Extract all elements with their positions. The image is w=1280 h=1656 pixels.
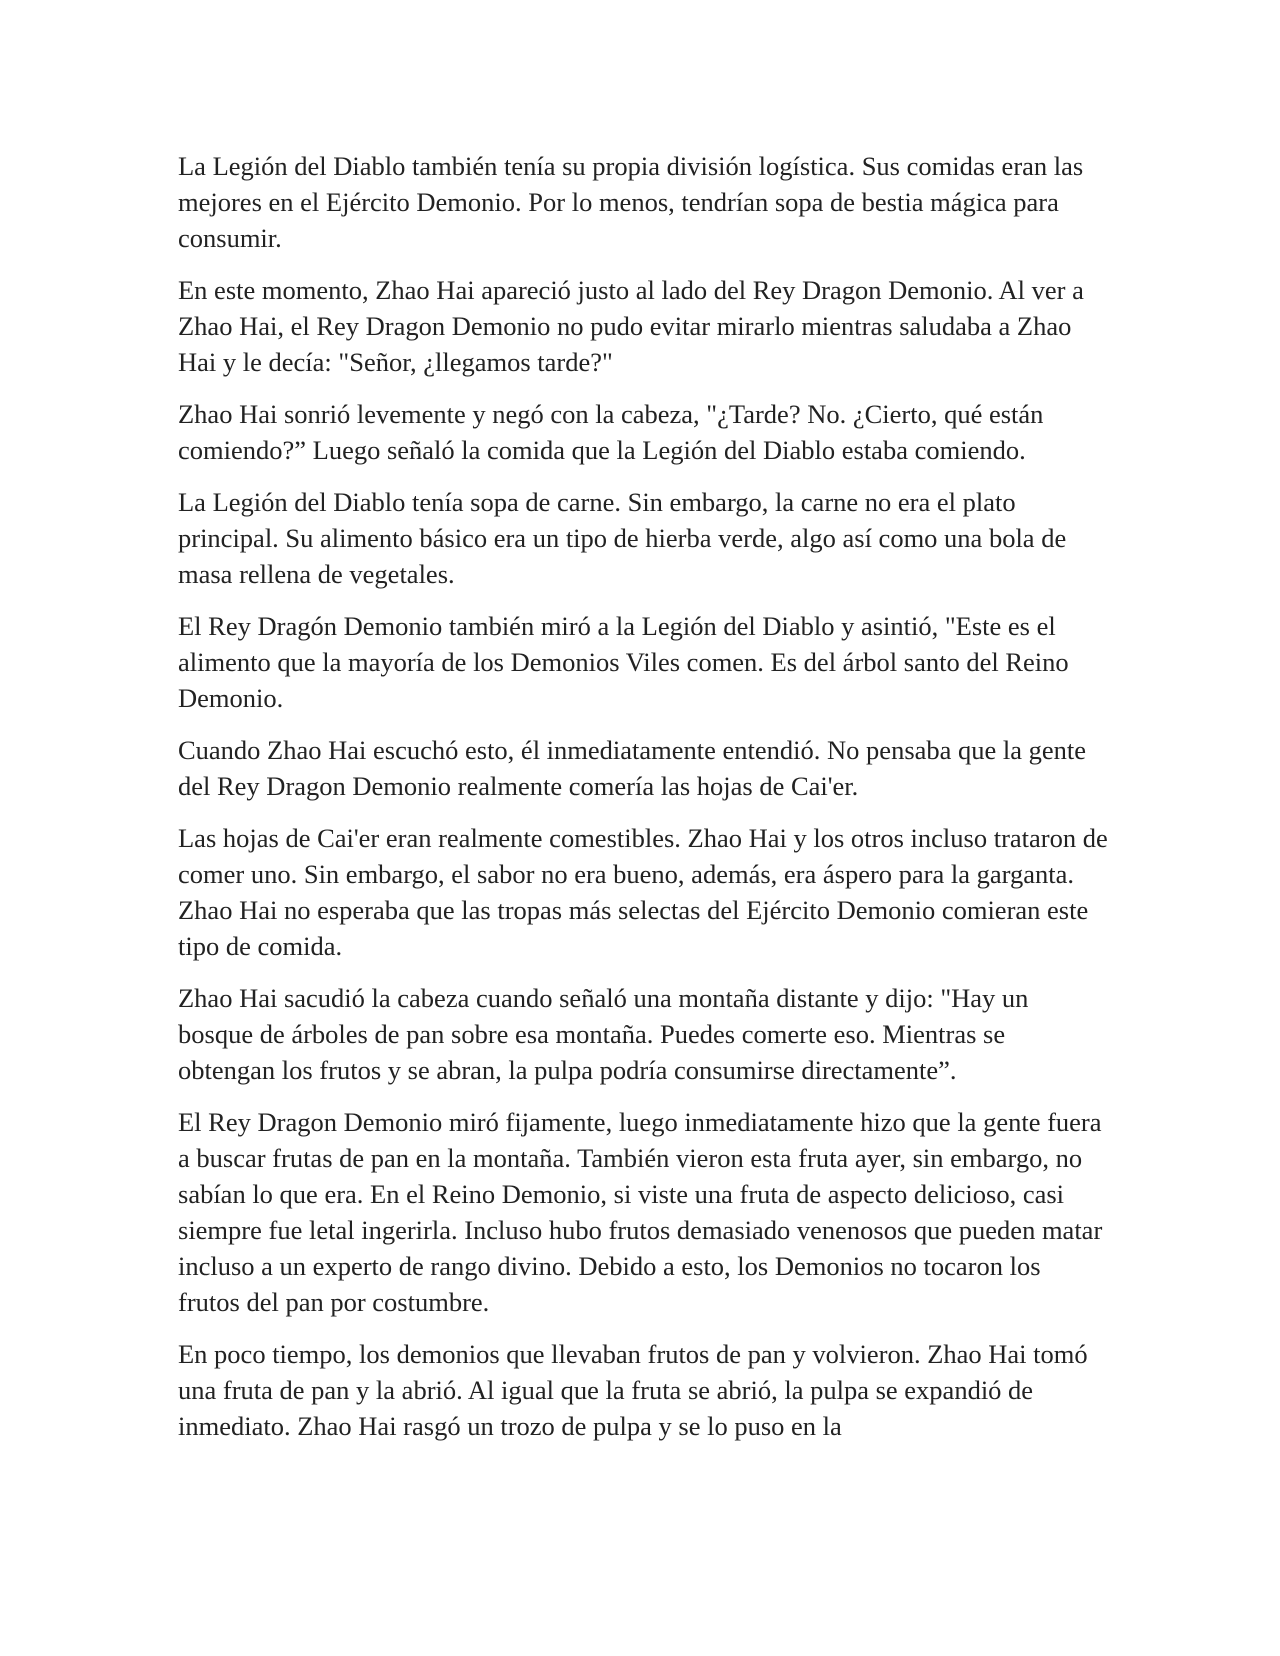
- paragraph: Cuando Zhao Hai escuchó esto, él inmediatamente entendió. No pensaba que la gente del Rey Dragon Demonio realmente comería las hojas de Cai'er.: [178, 735, 1087, 801]
- document-page: [178, 148, 1108, 1460]
- paragraph: Zhao Hai sacudió la cabeza cuando señaló una montaña distante y dijo: "Hay un bosque de árboles de pan sobre esa montaña. Puedes comerte eso. Mientras se obtengan los frutos y se abran, la pulpa podría consumirse directamente”.: [178, 983, 1029, 1085]
- paragraph: Las hojas de Cai'er eran realmente comestibles. Zhao Hai y los otros incluso trataron de comer uno. Sin embargo, el sabor no era bueno, además, era áspero para la garganta. Zhao Hai no esperaba que las tropas más selectas del Ejército Demonio comieran este tipo de comida.: [178, 823, 1108, 961]
- paragraph: En poco tiempo, los demonios que llevaban frutos de pan y volvieron. Zhao Hai tomó una fruta de pan y la abrió. Al igual que la fruta se abrió, la pulpa se expandió de inmediato. Zhao Hai rasgó un trozo de pulpa y se lo puso en la: [178, 1339, 1088, 1441]
- paragraph: En este momento, Zhao Hai apareció justo al lado del Rey Dragon Demonio. Al ver a Zhao Hai, el Rey Dragon Demonio no pudo evitar mirarlo mientras saludaba a Zhao Hai y le decía: "Señor, ¿llegamos tarde?": [178, 275, 1084, 377]
- paragraph: Zhao Hai sonrió levemente y negó con la cabeza, "¿Tarde? No. ¿Cierto, qué están comiendo?” Luego señaló la comida que la Legión del Diablo estaba comiendo.: [178, 399, 1044, 465]
- paragraph: El Rey Dragon Demonio miró fijamente, luego inmediatamente hizo que la gente fuera a buscar frutas de pan en la montaña. También vieron esta fruta ayer, sin embargo, no sabían lo que era. En el Reino Demonio, si viste una fruta de aspecto delicioso, casi siempre fue letal ingerirla. Incluso hubo frutos demasiado venenosos que pueden matar incluso a un experto de rango divino. Debido a esto, los Demonios no tocaron los frutos del pan por costumbre.: [178, 1107, 1103, 1317]
- paragraph: El Rey Dragón Demonio también miró a la Legión del Diablo y asintió, "Este es el alimento que la mayoría de los Demonios Viles comen. Es del árbol santo del Reino Demonio.: [178, 611, 1069, 713]
- paragraph: La Legión del Diablo tenía sopa de carne. Sin embargo, la carne no era el plato principal. Su alimento básico era un tipo de hierba verde, algo así como una bola de masa rellena de vegetales.: [178, 487, 1067, 589]
- paragraph: La Legión del Diablo también tenía su propia división logística. Sus comidas eran las mejores en el Ejército Demonio. Por lo menos, tendrían sopa de bestia mágica para consumir.: [178, 151, 1084, 253]
